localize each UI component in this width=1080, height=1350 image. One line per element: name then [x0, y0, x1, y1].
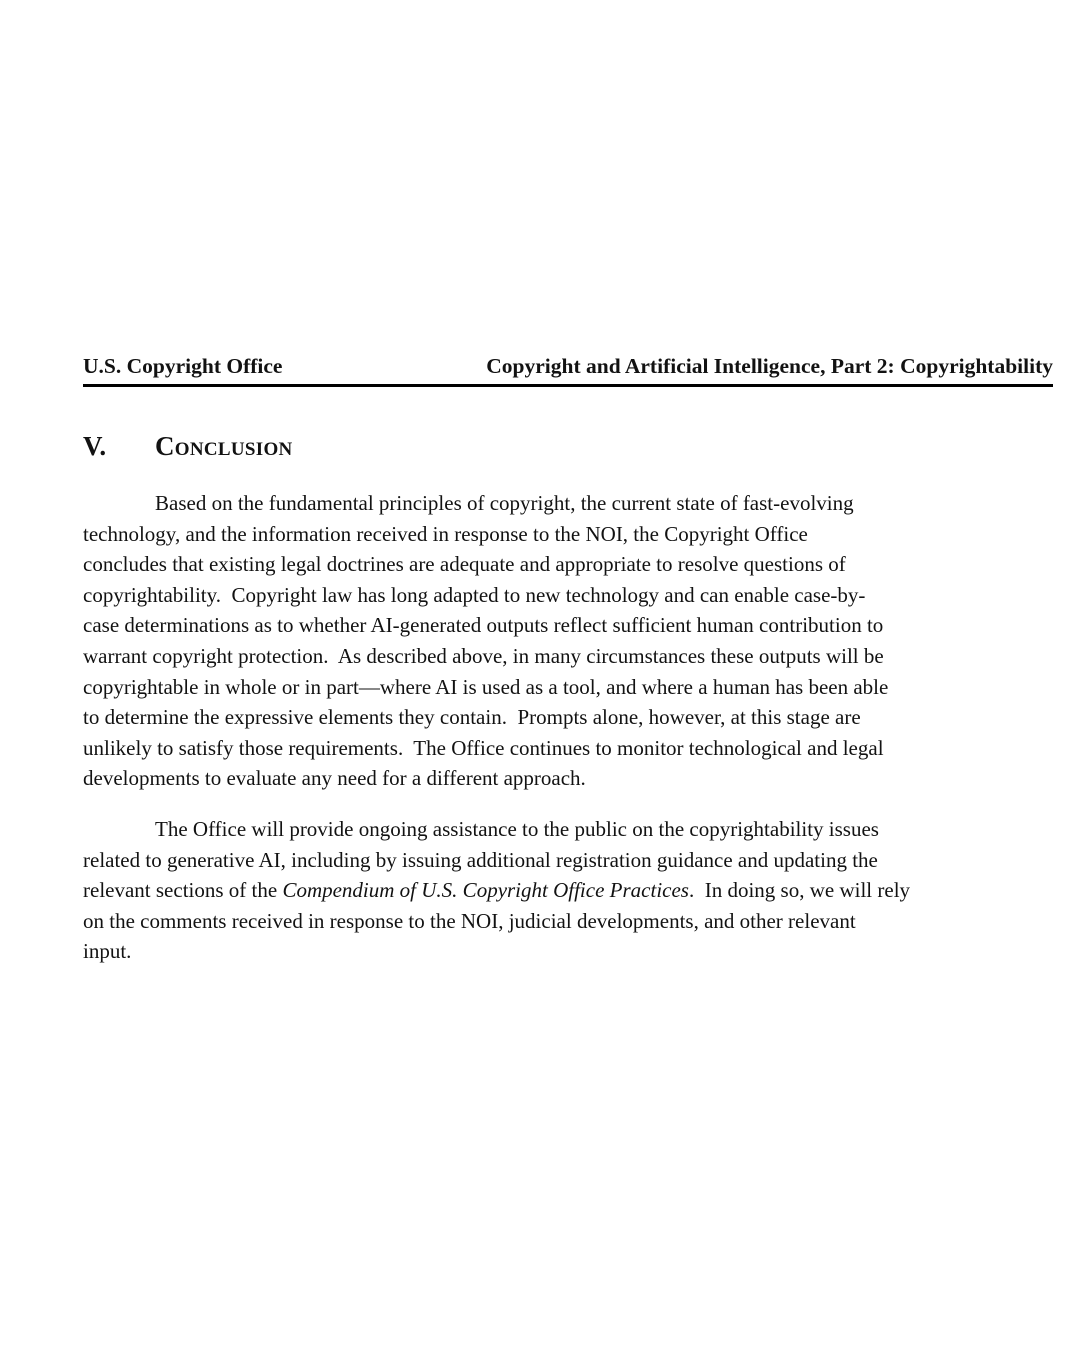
paragraph-1-text: unlikely to satisfy those requirements. The Office continues to monitor technological and legal [83, 735, 884, 760]
paragraph-2-line [83, 814, 1053, 845]
header-right-text: Copyright and Artificial Intelligence, Part 2: Copyrightability [486, 354, 1053, 378]
paragraph-2 [83, 814, 1053, 967]
page-content [83, 0, 1053, 967]
paragraph-1-text: concludes that existing legal doctrines are adequate and appropriate to resolve questions of [83, 552, 846, 577]
paragraph-2-line [83, 845, 1053, 876]
paragraph-2-text: on the comments received in response to the NOI, judicial developments, and other relevant [83, 908, 856, 933]
compendium-title-italic: Compendium of U.S. Copyright Office Practices [282, 878, 689, 903]
paragraph-1-text: copyrightability. Copyright law has long adapted to new technology and can enable case-by- [83, 582, 866, 607]
paragraph-1-text: warrant copyright protection. As described above, in many circumstances these outputs will be [83, 643, 884, 668]
paragraph-2-line [83, 875, 1053, 906]
paragraph-1-text: case determinations as to whether AI-generated outputs reflect sufficient human contribution to [83, 613, 884, 638]
paragraph-1-line [83, 488, 1053, 519]
section-title: Conclusion [155, 431, 293, 461]
paragraph-1-line [83, 733, 1053, 764]
paragraph-1-line [83, 702, 1053, 733]
paragraph-1-line [83, 672, 1053, 703]
paragraph-2-text: . In doing so, we will rely [688, 878, 911, 903]
paragraph-1-line [83, 763, 1053, 794]
paragraph-1-line [83, 549, 1053, 580]
paragraph-2-text: relevant sections of the [83, 878, 283, 903]
paragraph-1-line [83, 641, 1053, 672]
paragraph-2-line [83, 936, 1053, 967]
paragraph-1-line [83, 580, 1053, 611]
running-header [83, 0, 1053, 380]
header-left-text: U.S. Copyright Office [83, 354, 283, 378]
section-number: V. [83, 431, 107, 461]
paragraph-1-text: copyrightable in whole or in part—where AI is used as a tool, and where a human has been able [83, 674, 889, 699]
paragraph-1-line [83, 519, 1053, 550]
paragraph-2-line [83, 906, 1053, 937]
section-heading [83, 430, 1053, 462]
paragraph-1 [83, 488, 1053, 794]
paragraph-1-text: Based on the fundamental principles of copyright, the current state of fast-evolving [155, 491, 854, 515]
paragraph-1-line [83, 610, 1053, 641]
paragraph-2-text: input. [83, 939, 132, 964]
header-rule [83, 384, 1053, 387]
paragraph-1-text: technology, and the information received in response to the NOI, the Copyright Office [83, 521, 808, 546]
paragraph-2-text: related to generative AI, including by issuing additional registration guidance and updating the [83, 847, 878, 872]
paragraph-1-text: developments to evaluate any need for a different approach. [83, 766, 586, 791]
paragraph-1-text: to determine the expressive elements they contain. Prompts alone, however, at this stage are [83, 705, 861, 730]
paragraph-2-text: The Office will provide ongoing assistance to the public on the copyrightability issues [155, 816, 879, 841]
